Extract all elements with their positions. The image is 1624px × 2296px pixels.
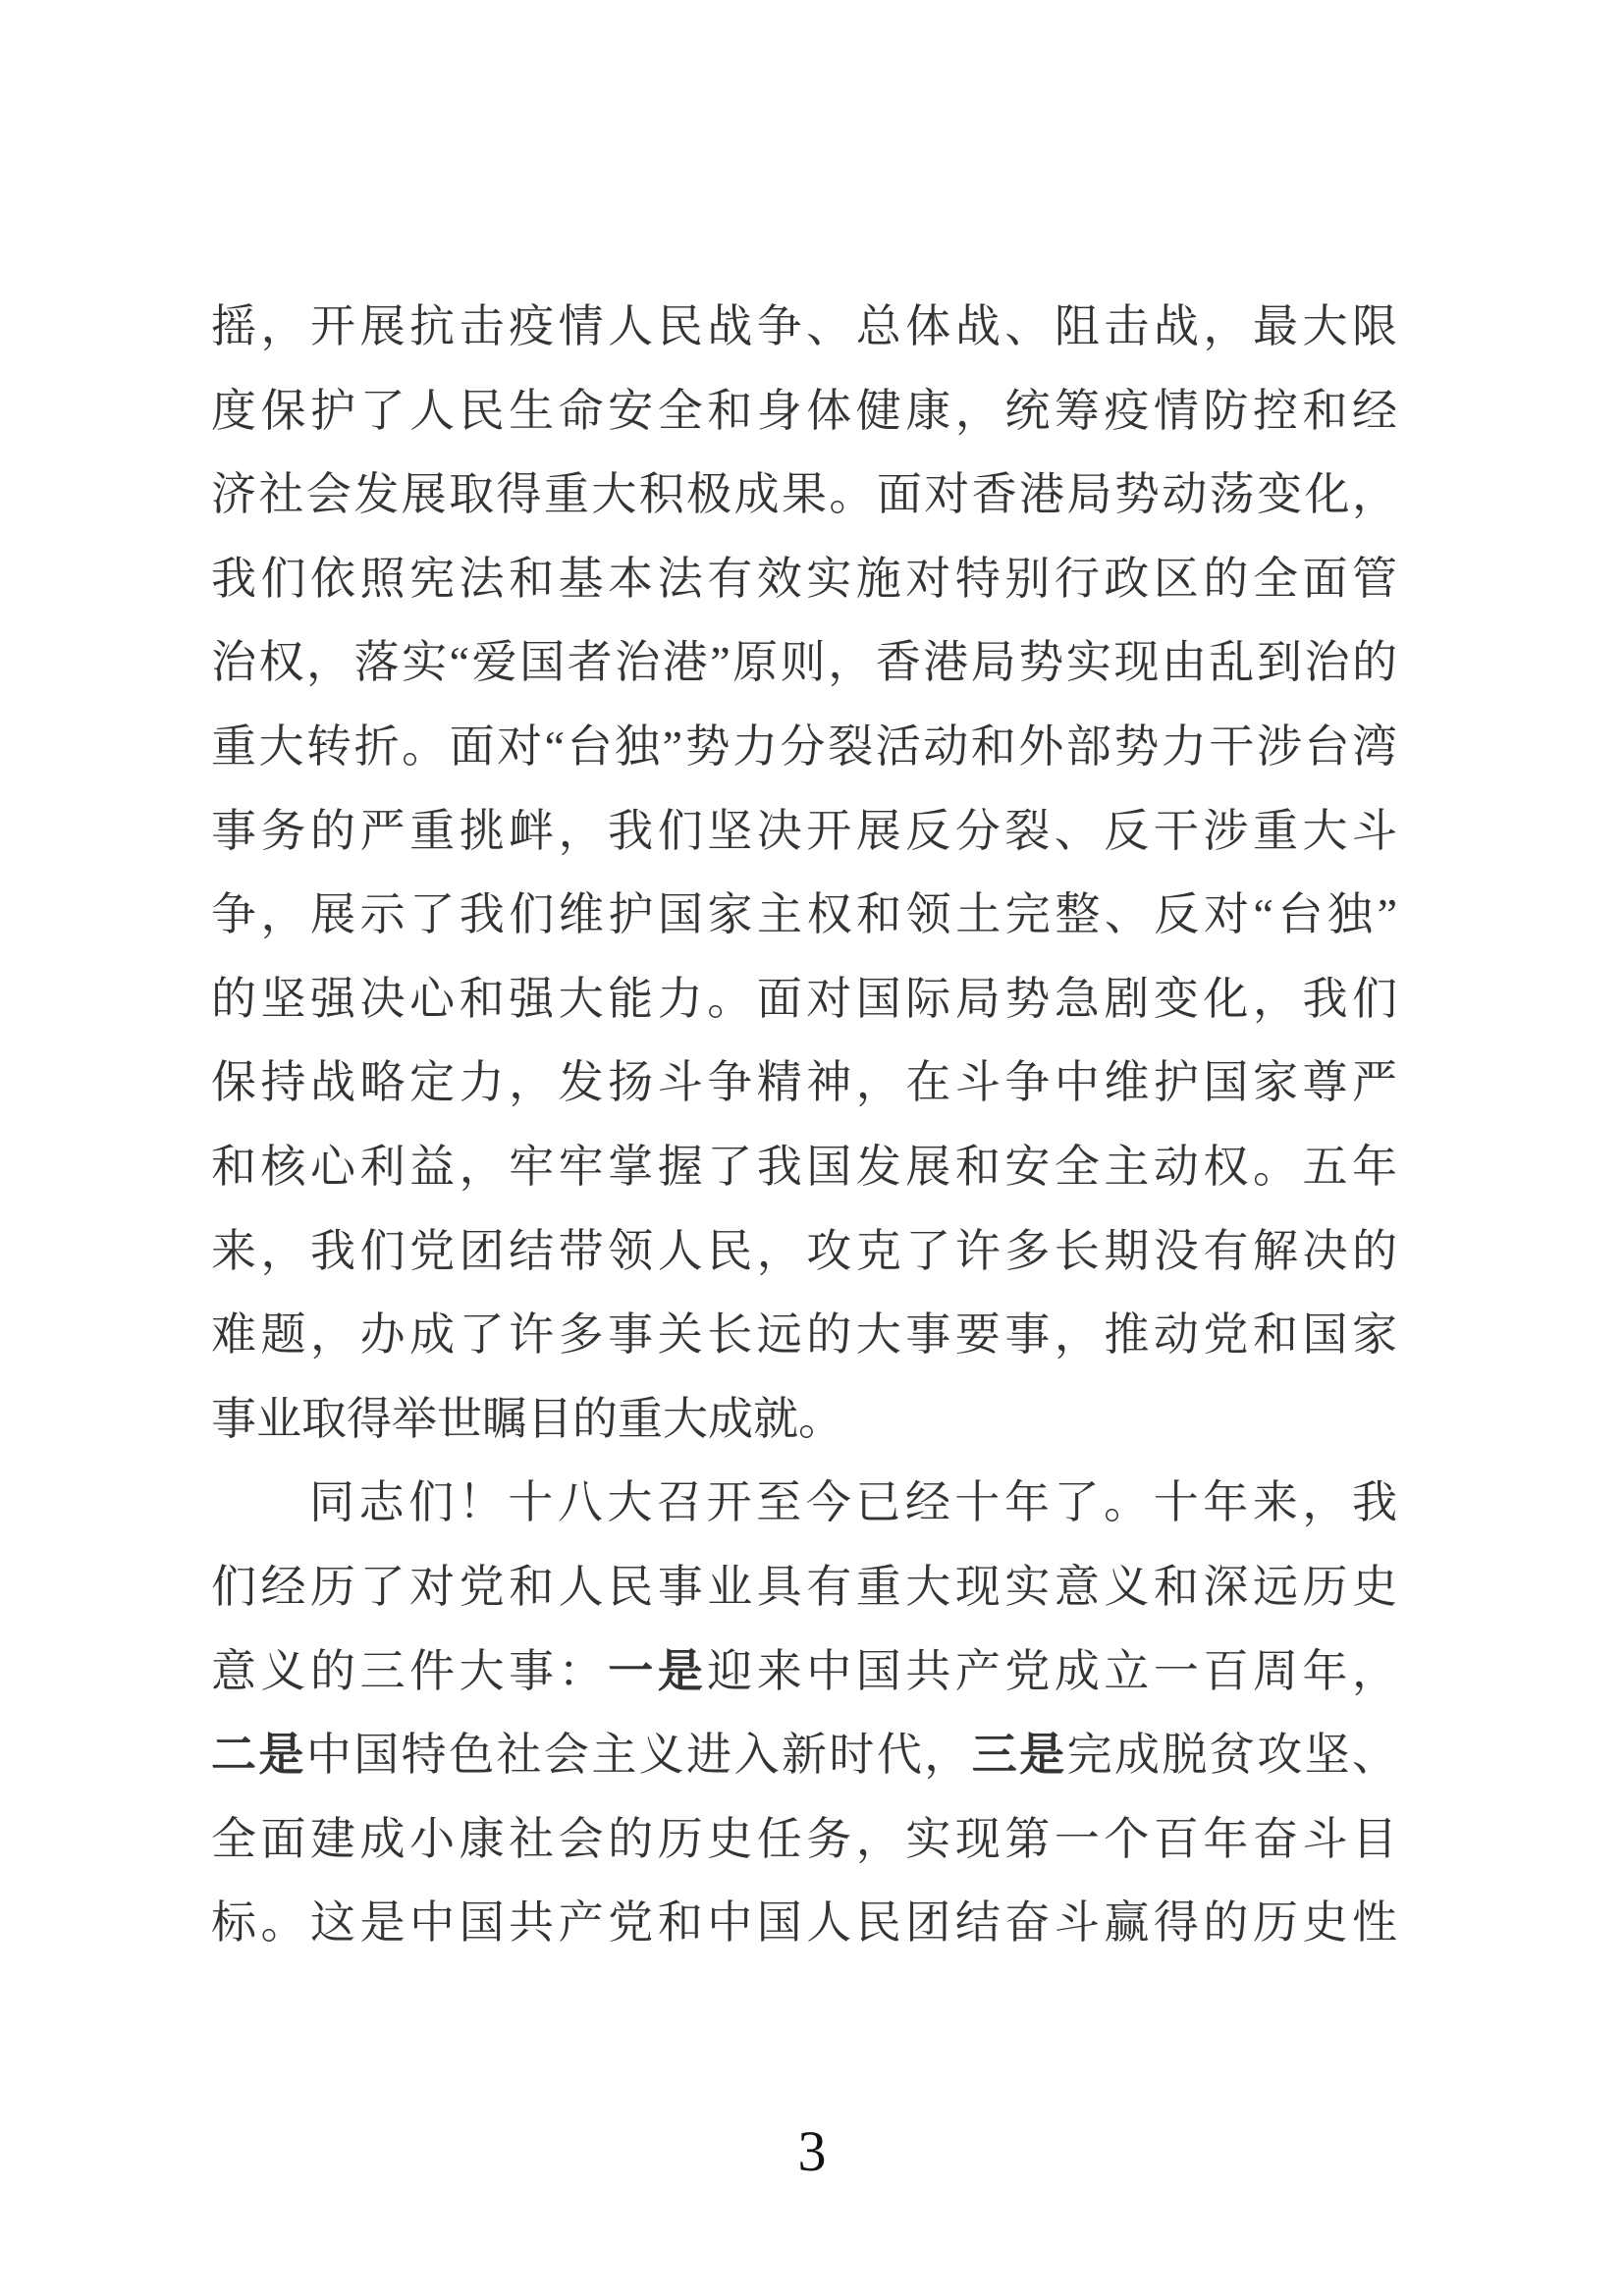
text-run: 全面建成小康社会的历史任务，实现第一个百年奋斗目 [211,1813,1397,1864]
body-line [211,537,1397,621]
text-run: 意义的三件大事： [211,1645,609,1696]
text-run: 难题，办成了许多事关长远的大事要事，推动党和国家 [211,1309,1397,1361]
text-run: 完成脱贫攻坚、 [1066,1730,1398,1781]
body-line-paragraph-start [211,1461,1397,1545]
body-line [211,1125,1397,1209]
body-line [211,789,1397,874]
text-run: 同志们！十八大召开至今已经十年了。十年来，我 [309,1477,1397,1528]
text-run: 事务的严重挑衅，我们坚决开展反分裂、反干涉重大斗 [211,805,1397,856]
body-line [211,1629,1397,1714]
text-run: 重大转折。面对“台独”势力分裂活动和外部势力干涉台湾 [211,721,1397,772]
text-run: 度保护了人民生命安全和身体健康，统筹疫情防控和经 [211,385,1397,436]
body-line [211,1041,1397,1125]
body-line [211,620,1397,705]
body-line [211,957,1397,1041]
body-line [211,369,1397,454]
body-line [211,453,1397,537]
body-line-paragraph-end [211,1377,1397,1462]
page-number: 3 [797,2119,827,2183]
body-line [211,1209,1397,1294]
text-run: 治权，落实“爱国者治港”原则，香港局势实现由乱到治的 [211,637,1397,688]
text-run: 争，展示了我们维护国家主权和领土完整、反对“台独” [211,889,1397,940]
text-run: 来，我们党团结带领人民，攻克了许多长期没有解决的 [211,1225,1397,1276]
text-run: 我们依照宪法和基本法有效实施对特别行政区的全面管 [211,553,1397,604]
text-run: 迎来中国共产党成立一百周年， [707,1645,1398,1696]
text-run: 和核心利益，牢牢掌握了我国发展和安全主动权。五年 [211,1141,1397,1192]
body-line [211,1797,1397,1882]
body-line [211,1881,1397,1965]
body-line [211,1713,1397,1797]
body-line [211,1293,1397,1377]
text-run-bold: 一是 [608,1644,708,1696]
text-run: 标。这是中国共产党和中国人民团结奋斗赢得的历史性 [211,1897,1397,1949]
text-block [211,285,1397,1965]
text-run: 的坚强决心和强大能力。面对国际局势急剧变化，我们 [211,973,1397,1024]
body-line [211,285,1397,369]
text-run: 摇，开展抗击疫情人民战争、总体战、阻击战，最大限 [211,301,1397,351]
body-line [211,873,1397,957]
text-run: 济社会发展取得重大积极成果。面对香港局势动荡变化， [211,469,1397,520]
text-run: 保持战略定力，发扬斗争精神，在斗争中维护国家尊严 [211,1057,1397,1108]
text-run: 中国特色社会主义进入新时代， [305,1730,972,1781]
text-run-bold: 二是 [211,1729,306,1781]
text-run-bold: 三是 [971,1729,1067,1781]
body-line [211,705,1397,789]
text-run: 事业取得举世瞩目的重大成就。 [211,1393,843,1444]
text-run: 们经历了对党和人民事业具有重大现实意义和深远历史 [211,1561,1397,1612]
body-line [211,1545,1397,1629]
